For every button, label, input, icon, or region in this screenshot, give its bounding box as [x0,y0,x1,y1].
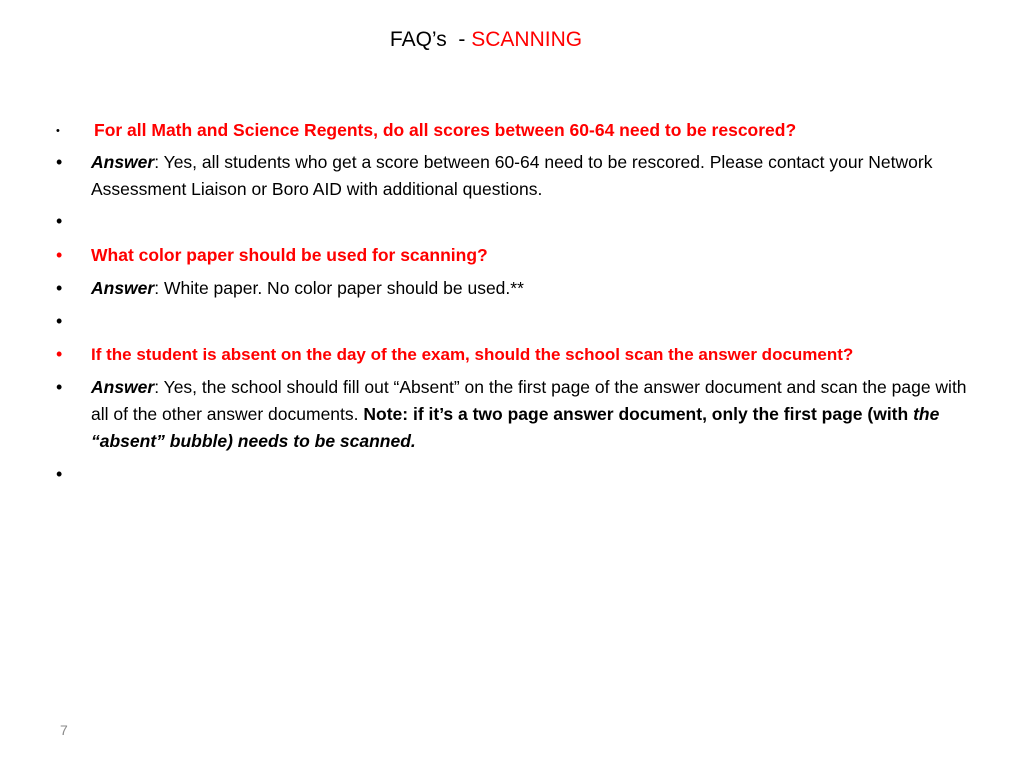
bullet-icon: • [56,311,63,331]
bullet-icon: • [56,344,63,364]
answer-body: : Yes, all students who get a score between 60-64 need to be rescored. Please contact your Network Assessment Liaison or Boro AID with additional questions. [91,152,933,199]
answer-text [91,149,986,203]
question-text: If the student is absent on the day of the exam, should the school scan the answer document? [91,345,854,364]
answer-note-emphasis: the “absent” bubble) needs to be scanned. [91,404,940,451]
answer-text [91,275,986,302]
answer-label: Answer [91,152,155,172]
title-prefix: FAQ’s - [389,28,472,51]
bullet-icon: • [56,464,63,484]
answer-label: Answer [91,377,155,397]
title-accent: SCANNING [471,28,583,51]
page-number: 7 [60,722,68,738]
answer-text [91,374,986,455]
bullet-icon: • [56,278,63,298]
bullet-icon: • [56,211,63,231]
answer-body: : White paper. No color paper should be used.** [154,278,524,298]
answer-label: Answer [91,278,155,298]
bullet-icon: • [56,125,60,137]
bullet-icon: • [56,245,63,265]
answer-body: : Yes, the school should fill out “Absent” on the first page of the answer document and scan the page with all of the other answer documents. [91,377,967,424]
bullet-icon: • [56,152,63,172]
slide-title [0,26,972,54]
question-text: What color paper should be used for scanning? [91,245,488,265]
answer-note: Note: if it’s a two page answer document, only the first page (with [363,404,914,424]
question-text: For all Math and Science Regents, do all scores between 60-64 need to be rescored? [94,120,797,140]
bullet-icon: • [56,377,63,397]
